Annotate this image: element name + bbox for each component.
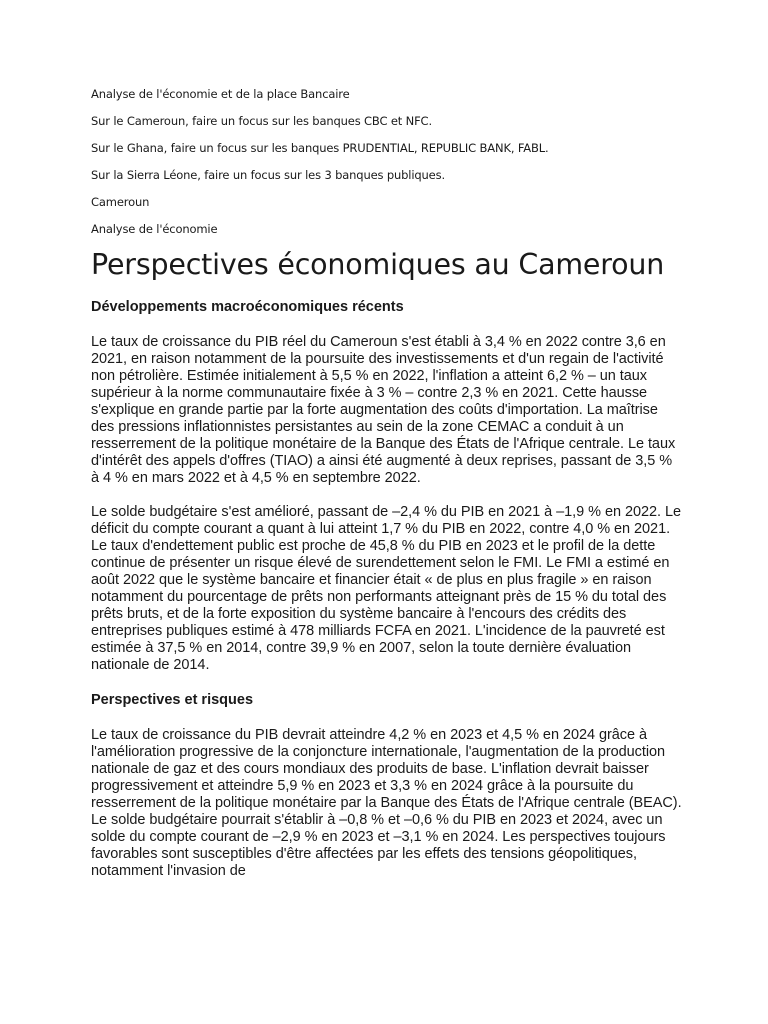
intro-line-5: Cameroun [91,195,150,209]
document-page [91,86,683,897]
paragraph-outlook-1: Le taux de croissance du PIB devrait atteindre 4,2 % en 2023 et 4,5 % en 2024 grâce à l'amélioration progressive de la conjoncture internationale, l'augmentation de la production nationale de gaz et des cours mondiaux des produits de base. L'inflation devrait baisser progressivement et atteindre 5,9 % en 2023 et 3,3 % en 2024 grâce à la poursuite du resserrement de la politique monétaire par la Banque des États de l'Afrique centrale (BEAC). Le solde budgétaire pourrait s'établir à –0,8 % et –0,6 % du PIB en 2023 et 2024, avec un solde du compte courant de –2,9 % en 2023 et –3,1 % en 2024. Les perspectives toujours favorables sont susceptibles d'être affectées par les effets des tensions géopolitiques, notamment l'invasion de [91,727,682,879]
intro-line-3: Sur le Ghana, faire un focus sur les banques PRUDENTIAL, REPUBLIC BANK, FABL. [91,141,549,155]
intro-line-6: Analyse de l'économie [91,222,218,236]
paragraph-macro-1: Le taux de croissance du PIB réel du Cameroun s'est établi à 3,4 % en 2022 contre 3,6 en 2021, en raison notamment de la poursuite des investissements et d'un regain de l'activité non pétrolière. Estimée initialement à 5,5 % en 2022, l'inflation a atteint 6,2 % – un taux supérieur à la norme communautaire fixée à 3 % – contre 2,3 % en 2021. Cette hausse s'explique en grande partie par la forte augmentation des coûts d'importation. La maîtrise des pressions inflationnistes persistantes au sein de la zone CEMAC a conduit à un resserrement de la politique monétaire de la Banque des États de l'Afrique centrale. Le taux d'intérêt des appels d'offres (TIAO) a ainsi été augmenté à deux reprises, passant de 3,5 % à 4 % en mars 2022 et à 4,5 % en septembre 2022. [91,334,676,486]
page-title: Perspectives économiques au Cameroun [91,248,665,281]
intro-line-2: Sur le Cameroun, faire un focus sur les banques CBC et NFC. [91,114,432,128]
section-heading-macro: Développements macroéconomiques récents [91,299,404,315]
section-heading-outlook: Perspectives et risques [91,692,254,708]
intro-line-1: Analyse de l'économie et de la place Bancaire [91,87,350,101]
paragraph-macro-2: Le solde budgétaire s'est amélioré, passant de –2,4 % du PIB en 2021 à –1,9 % en 2022. Le déficit du compte courant a quant à lui atteint 1,7 % du PIB en 2022, contre 4,0 % en 2021. Le taux d'endettement public est proche de 45,8 % du PIB en 2023 et le profil de la dette continue de présenter un risque élevé de surendettement selon le FMI. Le FMI a estimé en août 2022 que le système bancaire et financier était « de plus en plus fragile » en raison notamment du pourcentage de prêts non performants atteignant près de 15 % du total des prêts bruts, et de la forte exposition du système bancaire à l'encours des crédits des entreprises publiques estimé à 478 milliards FCFA en 2021. L'incidence de la pauvreté est estimée à 37,5 % en 2014, contre 39,9 % en 2007, selon la toute dernière évaluation nationale de 2014. [91,504,682,673]
intro-line-4: Sur la Sierra Léone, faire un focus sur les 3 banques publiques. [91,168,445,182]
